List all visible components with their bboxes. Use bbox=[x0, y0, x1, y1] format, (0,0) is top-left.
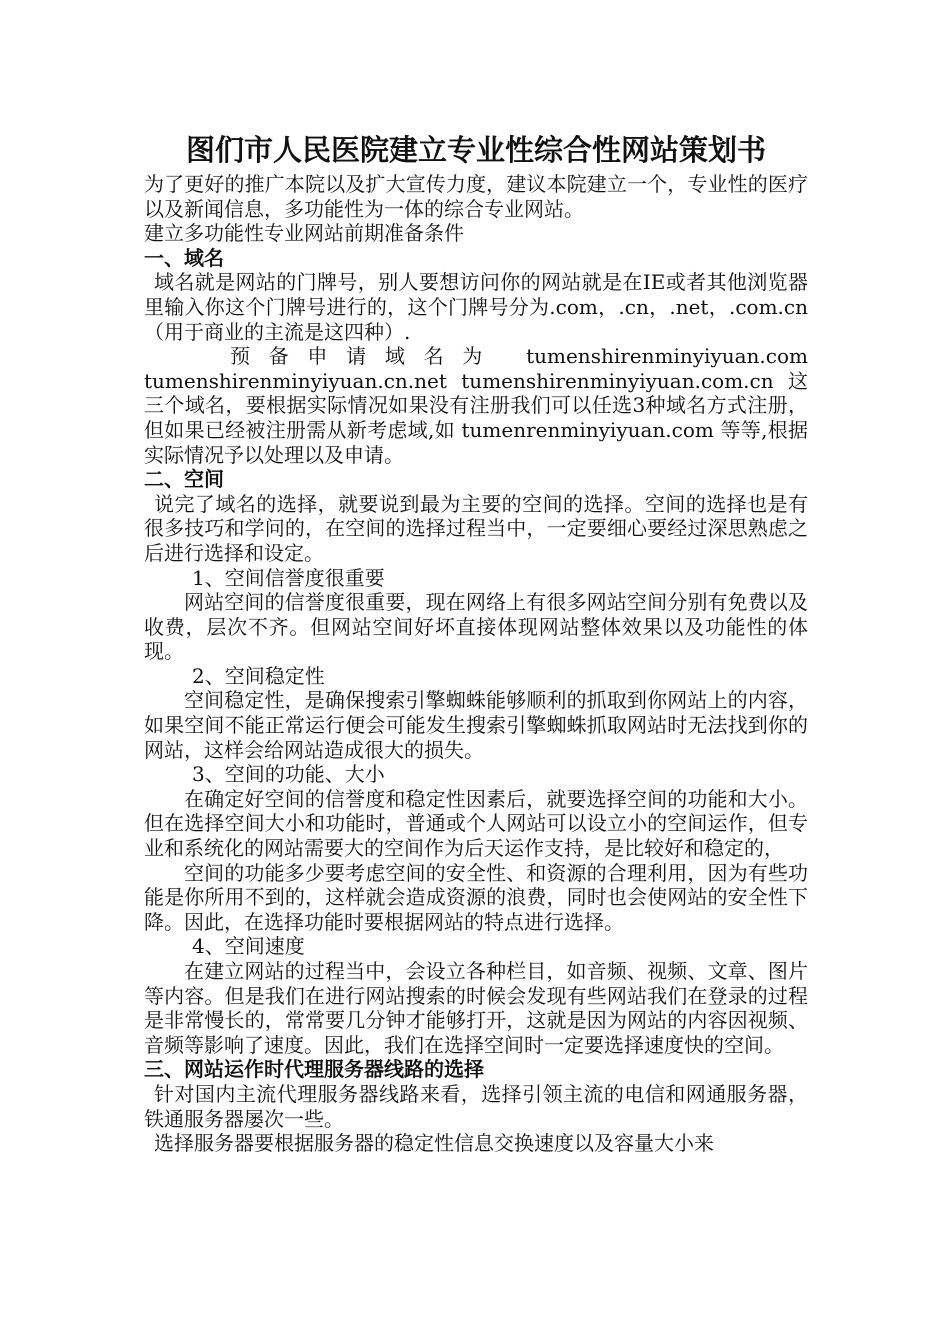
document-body bbox=[144, 128, 808, 1156]
space-sub-3-text-1: 在确定好空间的信誉度和稳定性因素后，就要选择空间的功能和大小。但在选择空间大小和功能时，普通或个人网站可以设立小的空间运作，但专业和系统化的网站需要大的空间作为后天运作支持，是比较好和稳定的， bbox=[144, 786, 808, 861]
section-3-heading: 三、网站运作时代理服务器线路的选择 bbox=[144, 1057, 484, 1082]
document-title: 图们市人民医院建立专业性综合性网站策划书 bbox=[185, 133, 766, 167]
space-sub-3-title: 3、空间的功能、大小 bbox=[192, 762, 385, 787]
proxy-paragraph-2: 选择服务器要根据服务器的稳定性信息交换速度以及容量大小来 bbox=[154, 1131, 714, 1156]
space-sub-3-text-2: 空间的功能多少要考虑空间的安全性、和资源的合理利用，因为有些功能是你所用不到的，这样就会造成资源的浪费，同时也会使网站的安全性下降。因此，在选择功能时要根据网站的特点进行选择。 bbox=[144, 860, 808, 934]
domain-paragraph-2: tumenshirenminyiyuan.cn.net tumenshirenminyiyuan.com.cn 这三个域名，要根据实际情况如果没有注册我们可以任选3种域名方式注册，但如果已经被注册需从新考虑域,如 tumenrenminyiyuan.com 等等,根据实际情况予以处理以及申请。 bbox=[144, 368, 808, 467]
space-sub-1-text: 网站空间的信誉度很重要，现在网络上有很多网站空间分别有免费以及收费，层次不齐。但网站空间好坏直接体现网站整体效果以及功能性的体现。 bbox=[144, 590, 808, 664]
intro-paragraph: 为了更好的推广本院以及扩大宣传力度，建议本院建立一个，专业性的医疗以及新闻信息，多功能性为一体的综合专业网站。 bbox=[144, 172, 808, 221]
space-sub-2-text: 空间稳定性，是确保搜索引擎蜘蛛能够顺利的抓取到你网站上的内容，如果空间不能正常运行便会可能发生搜索引擎蜘蛛抓取网站时无法找到你的网站，这样会给网站造成很大的损失。 bbox=[144, 688, 808, 762]
space-sub-2-title: 2、空间稳定性 bbox=[192, 663, 325, 688]
prep-heading: 建立多功能性专业网站前期准备条件 bbox=[144, 221, 464, 246]
section-1-heading: 一、域名 bbox=[144, 245, 224, 270]
space-sub-4-title: 4、空间速度 bbox=[192, 934, 305, 959]
domain-paragraph-2-line1: 预备申请域名为 tumenshirenminyiyuan.com bbox=[230, 344, 808, 369]
space-paragraph-1: 说完了域名的选择，就要说到最为主要的空间的选择。空间的选择也是有很多技巧和学问的，在空间的选择过程当中，一定要细心要经过深思熟虑之后进行选择和设定。 bbox=[144, 491, 808, 565]
space-sub-4-text: 在建立网站的过程当中，会设立各种栏目，如音频、视频、文章、图片等内容。但是我们在进行网站搜索的时候会发现有些网站我们在登录的过程是非常慢长的，常常要几分钟才能够打开，这就是因为网站的内容因视频、音频等影响了速度。因此，我们在选择空间时一定要选择速度快的空间。 bbox=[144, 959, 808, 1057]
domain-paragraph-1: 域名就是网站的门牌号，别人要想访问你的网站就是在IE或者其他浏览器里输入你这个门牌号进行的，这个门牌号分为.com，.cn，.net，.com.cn（用于商业的主流是这四种）. bbox=[144, 270, 808, 344]
section-2-heading: 二、空间 bbox=[144, 467, 224, 492]
proxy-paragraph-1: 针对国内主流代理服务器线路来看，选择引领主流的电信和网通服务器，铁通服务器屡次一些。 bbox=[144, 1081, 808, 1131]
space-sub-1-title: 1、空间信誉度很重要 bbox=[192, 565, 385, 590]
